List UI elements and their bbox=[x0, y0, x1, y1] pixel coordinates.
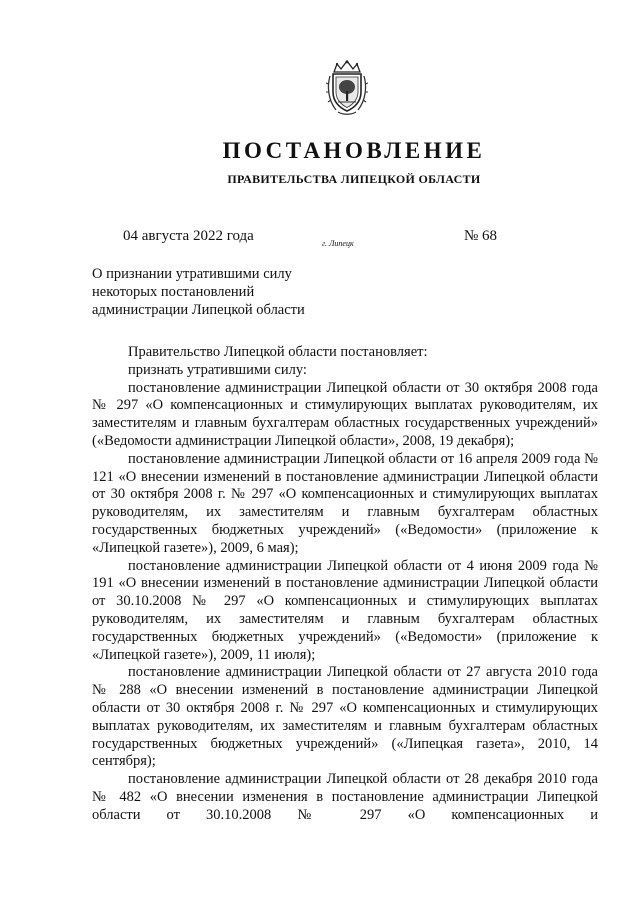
document-subtitle: ПРАВИТЕЛЬСТВА ЛИПЕЦКОЙ ОБЛАСТИ bbox=[227, 172, 481, 186]
document-city: г. Липецк bbox=[322, 239, 354, 248]
body-paragraph: постановление администрации Липецкой области от 30 октября 2008 года № 297 «О компенсационных и стимулирующих выплатах руководителям, их заместителям и главным бухгалтерам областных государственных учреждений» («Ведомости администрации Липецкой области», 2008, 19 декабря); bbox=[92, 379, 598, 449]
subject-line: администрации Липецкой области bbox=[92, 302, 305, 318]
document-subject bbox=[92, 265, 305, 319]
document-number: № 68 bbox=[464, 228, 498, 244]
body-paragraph: Правительство Липецкой области постановляет: bbox=[128, 344, 428, 360]
document-date: 04 августа 2022 года bbox=[123, 228, 254, 244]
body-paragraph: постановление администрации Липецкой области от 16 апреля 2009 года № 121 «О внесении изменений в постановление администрации Липецкой области от 30 октября 2008 г. № 297 «О компенсационных и стимулирующих выплатах руководителям, их заместителям и главным бухгалтерам областных государственных бюджетных учреждений» («Ведомости» (приложение к «Липецкой газете»), 2009, 6 мая); bbox=[92, 450, 598, 556]
coat-of-arms-icon bbox=[324, 58, 370, 116]
subject-line: О признании утратившими силу bbox=[92, 266, 292, 282]
body-paragraph: постановление администрации Липецкой области от 28 декабря 2010 года № 482 «О внесении изменения в постановление администрации Липецкой области от 30.10.2008 № 297 «О компенсационных и bbox=[92, 771, 598, 823]
body-paragraph: постановление администрации Липецкой области от 27 августа 2010 года № 288 «О внесении изменений в постановление администрации Липецкой области от 30 октября 2008 г. № 297 «О компенсационных и стимулирующих выплатах руководителям, их заместителям и главным бухгалтерам областных государственных бюджетных учреждений» («Липецкая газета», 2010, 14 сентября); bbox=[92, 664, 598, 770]
document-body bbox=[92, 344, 598, 825]
subject-line: некоторых постановлений bbox=[92, 284, 255, 300]
body-paragraph: постановление администрации Липецкой области от 4 июня 2009 года № 191 «О внесении изменений в постановление администрации Липецкой области от 30.10.2008 № 297 «О компенсационных и стимулирующих выплатах руководителям, их заместителям и главным бухгалтерам областных государственных бюджетных учреждений» («Ведомости» (приложение к «Липецкой газете»), 2009, 11 июля); bbox=[92, 557, 598, 663]
document-title: ПОСТАНОВЛЕНИЕ bbox=[222, 138, 486, 163]
body-paragraph: признать утратившими силу: bbox=[128, 361, 307, 378]
